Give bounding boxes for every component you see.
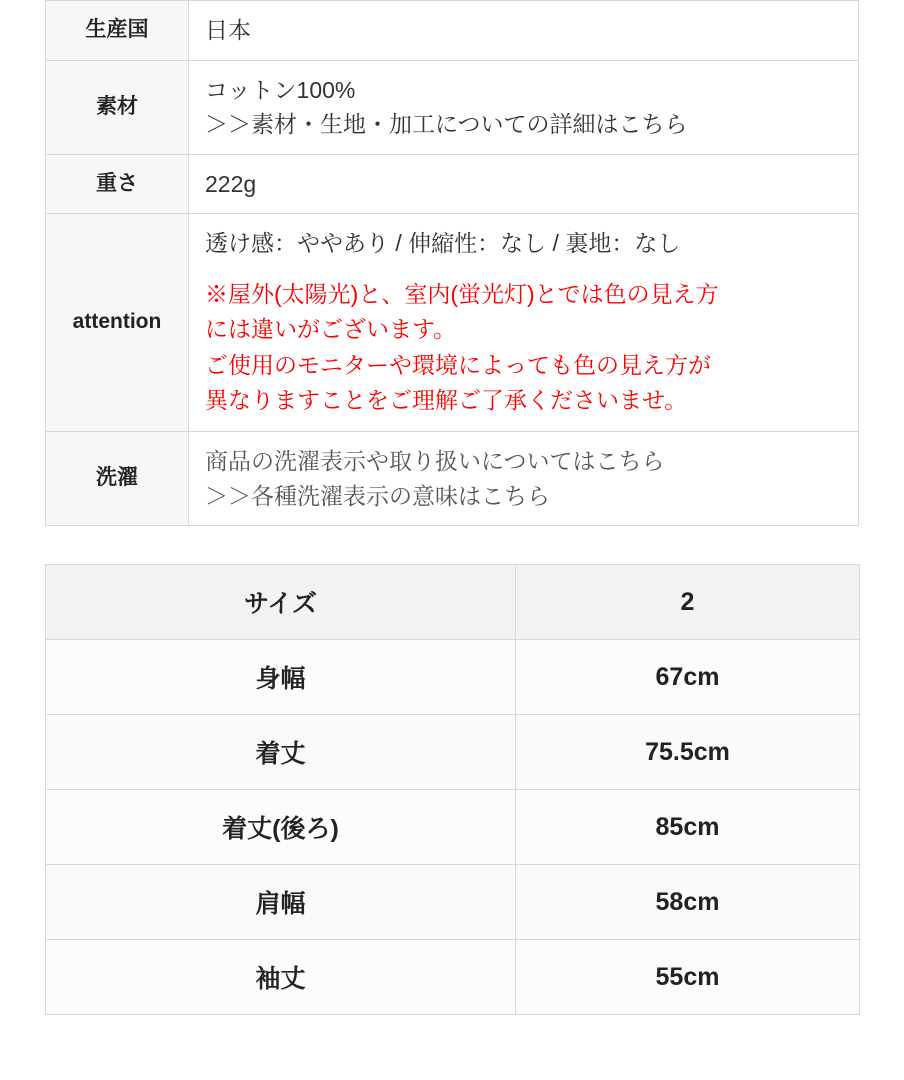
table-row bbox=[46, 1, 859, 61]
table-row bbox=[46, 214, 859, 432]
spec-row-header: 生産国 bbox=[46, 1, 189, 61]
size-row-value: 75.5cm bbox=[516, 715, 860, 790]
size-row-label: 肩幅 bbox=[46, 865, 516, 940]
size-table-header-row bbox=[46, 565, 860, 640]
spec-row-value bbox=[189, 214, 859, 432]
table-row bbox=[46, 865, 860, 940]
attention-line: ご使用のモニターや環境によっても色の見え方が bbox=[205, 351, 711, 378]
table-row bbox=[46, 154, 859, 214]
material-detail-link[interactable]: ＞＞素材・生地・加工についての詳細はこちら bbox=[205, 111, 688, 137]
spec-row-value bbox=[189, 60, 859, 154]
wash-label-link[interactable]: ＞＞各種洗濯表示の意味はこちら bbox=[205, 482, 550, 509]
attention-line: ※屋外(太陽光)と、室内(蛍光灯)とでは色の見え方 bbox=[205, 280, 719, 307]
wash-care-text: 商品の洗濯表示や取り扱いについてはこちら bbox=[205, 448, 665, 475]
size-header-label: サイズ bbox=[46, 565, 516, 640]
size-row-value: 55cm bbox=[516, 940, 860, 1015]
table-row bbox=[46, 790, 860, 865]
attention-note bbox=[205, 277, 842, 420]
table-row bbox=[46, 60, 859, 154]
size-row-value: 67cm bbox=[516, 640, 860, 715]
size-row-label: 着丈 bbox=[46, 715, 516, 790]
table-row bbox=[46, 940, 860, 1015]
size-row-value: 85cm bbox=[516, 790, 860, 865]
spec-row-header: 洗濯 bbox=[46, 432, 189, 526]
size-row-label: 着丈(後ろ) bbox=[46, 790, 516, 865]
table-row bbox=[46, 640, 860, 715]
spec-value-line: 透け感：ややあり / 伸縮性：なし / 裏地：なし bbox=[205, 230, 681, 256]
size-row-label: 袖丈 bbox=[46, 940, 516, 1015]
size-header-value: 2 bbox=[516, 565, 860, 640]
spec-row-value bbox=[189, 154, 859, 214]
table-row bbox=[46, 432, 859, 526]
spec-row-value bbox=[189, 1, 859, 61]
size-row-label: 身幅 bbox=[46, 640, 516, 715]
attention-line: 異なりますことをご理解ご了承くださいませ。 bbox=[205, 387, 688, 414]
spec-row-header: attention bbox=[46, 214, 189, 432]
spec-row-header: 重さ bbox=[46, 154, 189, 214]
spec-row-value bbox=[189, 432, 859, 526]
size-chart-table bbox=[45, 564, 860, 1015]
table-row bbox=[46, 715, 860, 790]
spec-value-line: コットン100% bbox=[205, 76, 356, 103]
spec-value-line: 日本 bbox=[205, 17, 251, 43]
spec-row-header: 素材 bbox=[46, 60, 189, 154]
product-spec-table bbox=[45, 0, 859, 526]
attention-line: には違いがございます。 bbox=[205, 316, 457, 343]
size-row-value: 58cm bbox=[516, 865, 860, 940]
spec-value-line: 222g bbox=[205, 170, 257, 197]
